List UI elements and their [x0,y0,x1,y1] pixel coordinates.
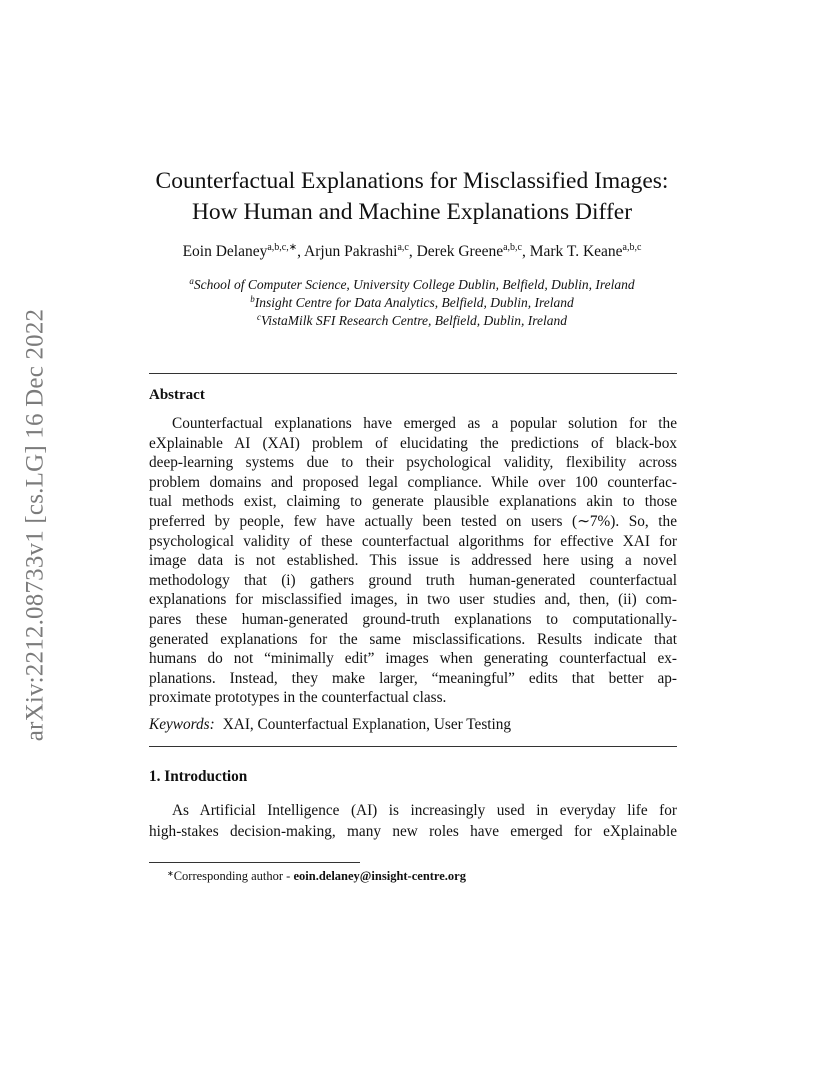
author-separator: , [521,243,530,260]
title-line-1: Counterfactual Explanations for Misclassified Images: [155,168,669,194]
footnote-marker: ∗ [167,869,174,878]
title-line-2: How Human and Machine Explanations Differ [191,199,633,225]
affiliation-text: Insight Centre for Data Analytics, Belfield, Dublin, Ireland [254,295,574,310]
affiliation-text: VistaMilk SFI Research Centre, Belfield, Dublin, Ireland [260,313,568,328]
abstract-line: deep-learning systems due to their psychological validity, flexibility across [149,454,677,472]
abstract-line: proximate prototypes in the counterfactual class. [149,689,447,707]
abstract-line: explanations for misclassified images, in two user studies and, then, (ii) com- [149,591,677,609]
author-name: Mark T. Keane [529,243,623,260]
abstract-line: psychological validity of these counterfactual algorithms for effective XAI for [149,532,677,550]
affiliation-list [148,276,676,330]
author-list [148,243,676,261]
abstract-line: tual methods exist, claiming to generate plausible explanations akin to those [149,493,677,511]
abstract-line: methodology that (i) gathers ground truth human-generated counterfactual [149,571,677,589]
paper-title [148,166,676,228]
abstract-line: planations. Instead, they make larger, “meaningful” edits that better ap- [149,669,677,687]
corresponding-email-link[interactable]: eoin.delaney@insight-centre.org [293,869,466,883]
footnote-rule [149,862,360,863]
arxiv-id: arXiv:2212.08733v1 [cs.LG] 16 Dec 2022 [21,308,49,742]
arxiv-stamp [20,290,50,760]
affiliation [148,276,676,294]
abstract-line: Counterfactual explanations have emerged as a popular solution for the [172,415,677,432]
author-name: Derek Greene [416,243,504,260]
section-heading-introduction: 1. Introduction [149,768,248,785]
author-affil-marker: a,b,c [622,242,642,253]
abstract-line: humans do not “minimally edit” images when generating counterfactual ex- [149,650,677,668]
abstract-line: eXplainable AI (XAI) problem of elucidating the predictions of black-box [149,434,677,452]
affiliation-marker: a [189,276,194,286]
author-affil-marker: a,b,c [503,242,522,253]
affiliation-marker: c [256,312,261,322]
affiliation [148,294,676,312]
affiliation [148,312,676,330]
abstract-line: generated explanations for the same misclassifications. Results indicate that [149,630,677,648]
introduction-line: As Artificial Intelligence (AI) is increasingly used in everyday life for [172,802,677,819]
author-affil-marker: a,b,c,∗ [267,242,298,253]
abstract-top-rule [149,373,677,374]
author-name: Eoin Delaney [182,243,268,260]
keywords [149,716,511,734]
affiliation-marker: b [250,294,255,304]
keywords-label: Keywords: [149,716,215,733]
abstract-body [149,414,677,708]
abstract-line: preferred by people, few have actually been tested on users (∼7%). So, the [149,512,677,530]
abstract-line: problem domains and proposed legal compliance. While over 100 counterfac- [149,473,677,491]
abstract-bottom-rule [149,746,677,747]
abstract-line: image data is not established. This issue is addressed here using a novel [149,552,677,570]
author-affil-marker: a,c [397,242,409,253]
author-separator: , [297,243,305,260]
author-separator: , [408,243,417,260]
introduction-body [149,800,677,842]
abstract-heading: Abstract [149,387,205,403]
abstract-line: pares these human-generated ground-truth explanations to computationally- [149,610,677,628]
footnote-label: Corresponding author - [173,869,294,883]
footnote [167,869,466,884]
keywords-text: XAI, Counterfactual Explanation, User Testing [222,716,512,733]
author-name: Arjun Pakrashi [304,243,398,260]
introduction-line: high-stakes decision-making, many new roles have emerged for eXplainable [149,823,677,840]
affiliation-text: School of Computer Science, University College Dublin, Belfield, Dublin, Ireland [193,277,635,292]
